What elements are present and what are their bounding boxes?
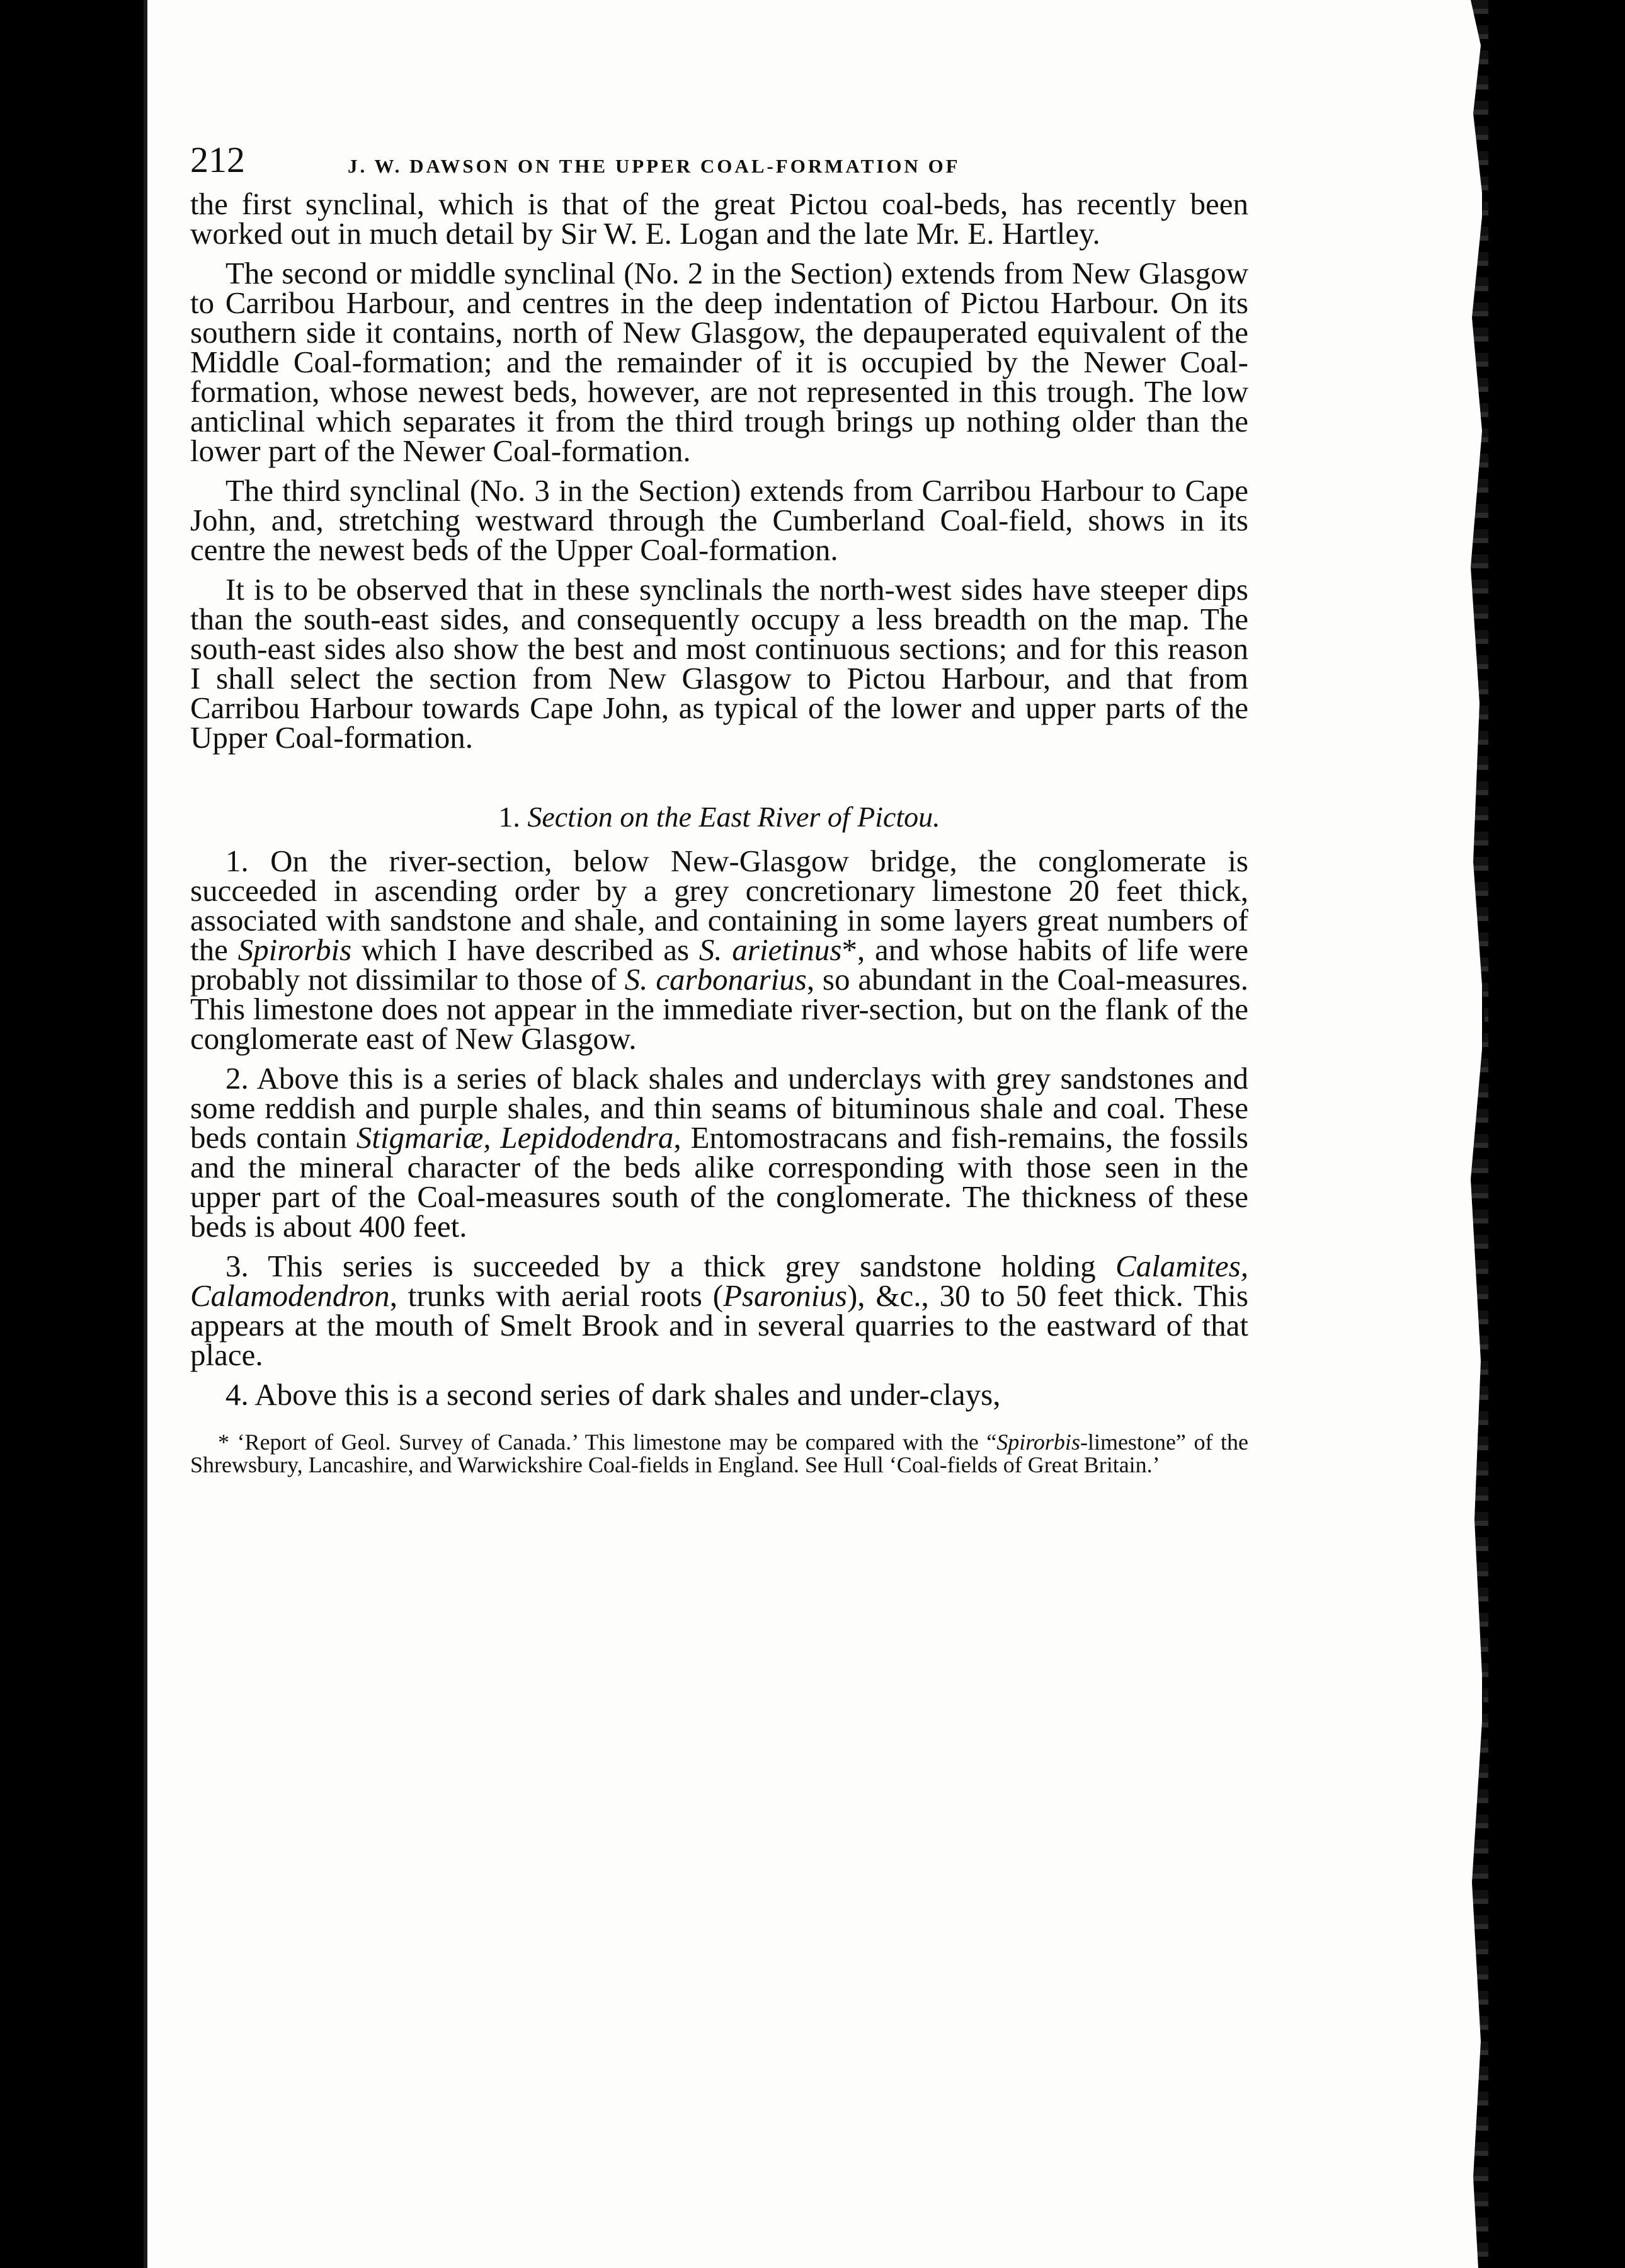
running-head xyxy=(190,126,1248,183)
item-2 xyxy=(190,1061,1248,1244)
taxon-s-arietinus: S. arietinus xyxy=(698,932,842,967)
item-3 xyxy=(190,1251,1248,1370)
page-left-edge xyxy=(144,0,147,2268)
item-3-text-2: , trunks with aerial roots ( xyxy=(389,1278,724,1313)
running-title: J. W. DAWSON ON THE UPPER COAL-FORMATION OF xyxy=(348,155,961,177)
item-1-text-2: which I have described as xyxy=(351,932,699,967)
item-3-text-3: ), &c., 30 to 50 feet thick. This appears at the mouth of Smelt Brook and in several quarries to the eastward of that place. xyxy=(190,1278,1248,1372)
footnotes xyxy=(190,1431,1248,1476)
item-1-text-3: *, and whose habits of life were probably not dissimilar to those of xyxy=(190,932,1248,997)
item-1 xyxy=(190,844,1248,1056)
section-number: 1. xyxy=(498,801,520,833)
section-heading xyxy=(190,800,1248,833)
footnote-text: * ‘Report of Geol. Survey of Canada.’ This limestone may be compared with the “ xyxy=(218,1429,997,1455)
paragraph-1: the first synclinal, which is that of the great Pictou coal-beds, has recently been worked out in much detail by Sir W. E. Logan and the late Mr. E. Hartley. xyxy=(190,186,1248,251)
taxon-spirorbis: Spirorbis xyxy=(237,932,352,967)
footnote-text-2: -limestone” of the Shrewsbury, Lancashire, and Warwickshire Coal-fields in England. See Hull ‘Coal-fields of Great Britain.’ xyxy=(190,1429,1248,1477)
page-number: 212 xyxy=(190,139,245,180)
paragraph-2: The second or middle synclinal (No. 2 in the Section) extends from New Glasgow to Carribou Harbour, and centres in the deep indentation of Pictou Harbour. On its southern side it contains, north of New Glasgow, the depauperated equivalent of the Middle Coal-formation; and the remainder of it is occupied by the Newer Coal-formation, whose newest beds, however, are not represented in this trough. The low anticlinal which separates it from the third trough brings up nothing older than the lower part of the Newer Coal-formation. xyxy=(190,256,1248,468)
item-2-text-2: , Entomostracans and fish-remains, the fossils and the mineral character of the beds alike corresponding with those seen in the upper part of the Coal-measures south of the conglomerate. The thickness of these beds is about 400 feet. xyxy=(190,1120,1248,1244)
torn-page-edge xyxy=(1463,0,1488,2268)
taxon-calamites: Calamites, Calamodendron xyxy=(190,1249,1248,1313)
taxon-psaronius: Psaronius xyxy=(723,1278,847,1313)
section-title: Section on the East River of Pictou. xyxy=(527,801,940,833)
taxon-stigmariae-lepidodendra: Stigmariæ, Lepidodendra xyxy=(356,1120,674,1155)
item-3-text: 3. This series is succeeded by a thick grey sandstone holding xyxy=(225,1249,1116,1283)
item-4: 4. Above this is a second series of dark shales and under-clays, xyxy=(225,1377,1001,1412)
item-2-text: 2. Above this is a series of black shales and underclays with grey sandstones and some reddish and purple shales, and thin seams of bituminous shale and coal. These beds contain xyxy=(190,1061,1248,1155)
page-content xyxy=(190,126,1248,1476)
footnote-1 xyxy=(190,1431,1248,1476)
taxon-s-carbonarius: S. carbonarius xyxy=(624,962,807,997)
footnote-taxon: Spirorbis xyxy=(996,1429,1080,1455)
paragraph-4: It is to be observed that in these synclinals the north-west sides have steeper dips than the south-east sides, and consequently occupy a less breadth on the map. The south-east sides also show the best and most continuous sections; and for this reason I shall select the section from New Glasgow to Pictou Harbour, and that from Carribou Harbour towards Cape John, as typical of the lower and upper parts of the Upper Coal-formation. xyxy=(190,572,1248,755)
item-1-text-4: , so abundant in the Coal-measures. This limestone does not appear in the immediate river-section, but on the flank of the conglomerate east of New Glasgow. xyxy=(190,962,1248,1056)
body-text xyxy=(190,186,1248,1412)
paragraph-3: The third synclinal (No. 3 in the Section) extends from Carribou Harbour to Cape John, and, stretching westward through the Cumberland Coal-field, shows in its centre the newest beds of the Upper Coal-formation. xyxy=(190,473,1248,567)
item-1-text: 1. On the river-section, below New-Glasgow bridge, the conglomerate is succeeded in ascending order by a grey concretionary limestone 20 feet thick, associated with sandstone and shale, and containing in some layers great numbers of the xyxy=(190,844,1248,967)
